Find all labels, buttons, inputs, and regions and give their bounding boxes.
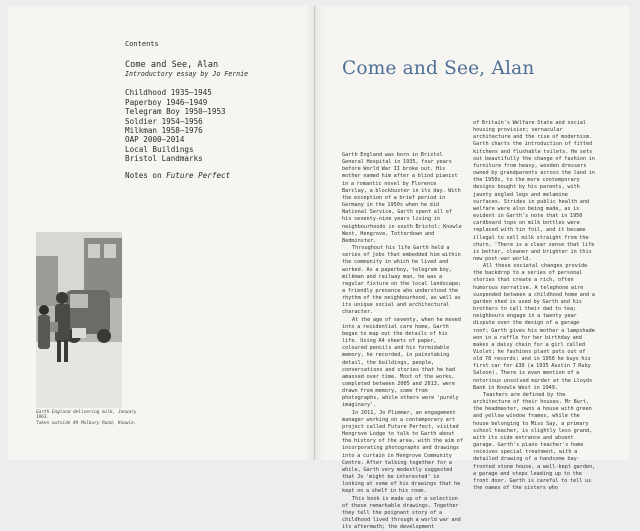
contents-item-years: 1935–1945	[171, 88, 212, 97]
essay-paragraph: This book is made up of a selection of these remarkable drawings. Together they tell the poignant story of a childhood lived through a world war and its aftermath; the development	[342, 496, 463, 531]
contents-item-label: Paperboy	[125, 98, 162, 107]
contents-item-label: Soldier	[125, 117, 157, 126]
contents-item	[125, 135, 295, 144]
table-of-contents	[125, 40, 295, 180]
essay-paragraph: Throughout his life Garth held a series of jobs that embedded him within the community in which he lived and worked. As a paperboy, telegram boy, milkman and railway man, he was a regular fixture on the local landscape; a friendly presence who understood the rhythm of the neighbourhood, as well as its unique social and architectural character.	[342, 245, 463, 317]
essay-paragraph: In 2011, Jo Plimmer, an engagement manager working on a contemporary art project called Future Perfect, visited Hengrove Lodge to talk to Garth about the history of the area, with the aim of incorporating photographs and drawings into a curtain in Hengrove Community Centre. After talking together for a while, Garth very modestly suggested that Jo 'might be interested' in looking at some of his drawings that he kept on a shelf in his room.	[342, 410, 463, 496]
contents-item-years: 1950–1953	[184, 107, 225, 116]
contents-item-label: Local Buildings	[125, 145, 194, 154]
essay-paragraph: Teachers are defined by the architecture of their houses. Mr Burt, the headmaster, owns a house with green and yellow window frames, while the house belonging to Miss Say, a primary school teacher, is slightly less grand, with its side entrance and absent garage. Garth's piano teacher's home receives special treatment, with a detailed drawing of a handsome bay-fronted stone house, a well-kept garden, a garage and steps leading up to the front door. Garth is careful to tell us the names of the sisters who	[473, 392, 597, 492]
photo-caption	[36, 410, 146, 426]
contents-item	[125, 154, 295, 163]
essay-paragraph: of Britain's Welfare State and social housing provision; vernacular architecture and the rise of modernism. Garth charts the introduction of fitted kitchens and flushable toilets. He sets out beautifully the change of fashion in furniture from heavy, wooden dressers owned by grandparents across the land in the 1950s, to the more contemporary designs bought by his parents, with jaunty angled legs and melamine surfaces. Strides in public health and welfare were also being made, as is evident in Garth's note that in 1950 cardboard tops on milk bottles were replaced with tin foil, and it became illegal to sell milk straight from the churn. 'There is a clear sense that life is better, cleaner and brighter in this new post-war world.	[473, 120, 597, 263]
contents-item	[125, 117, 295, 126]
contents-item-label: OAP	[125, 135, 139, 144]
essay-paragraph: At the age of seventy, when he moved into a residential care home, Garth began to map out the details of his life. Using A4 sheets of paper, coloured pencils and his formidable memory, he recorded, in painstaking detail, the buildings, people, conversations and stories that he had amassed over time. Most of the works, completed between 2005 and 2013, were drawn from memory, some from photographs, while others were 'purely imaginary'.	[342, 317, 463, 410]
milkman-photo	[36, 232, 122, 408]
contents-item-years: 1946–1949	[166, 98, 207, 107]
contents-item	[125, 88, 295, 97]
caption-line-2: Taken outside 49 Mulbury Road, Knowle.	[36, 421, 146, 426]
intro-prefix: Introductory essay by	[125, 70, 208, 78]
contents-item	[125, 126, 295, 135]
contents-item-label: Childhood	[125, 88, 166, 97]
essay-paragraph: Garth England was born in Bristol General Hospital in 1935, four years before World War II broke out. His mother named him after a blind pianist in a romantic novel by Florence Barclay, a blockbuster in its day. With the exception of a brief period in Germany in the 1950s when he did National Service, Garth spent all of his seventy-nine years living in neighbourhoods in south Bristol: Knowle West, Hengrove, Totterdown and Bedminster.	[342, 152, 463, 245]
contents-intro	[125, 70, 295, 79]
essay-title: Come and See, Alan	[342, 58, 534, 79]
contents-heading: Come and See, Alan	[125, 60, 295, 70]
contents-notes	[125, 171, 295, 180]
contents-item-years: 1958–1976	[162, 126, 203, 135]
contents-item-label: Bristol Landmarks	[125, 154, 203, 163]
contents-item-years: 1954–1956	[162, 117, 203, 126]
essay-paragraph: All these societal changes provide the backdrop to a series of personal stories that create a rich, often humorous narrative. A telephone wire suspended between a childhood home and a garden shed is used by Garth and his brothers to call their dad to tea; neighbours engage in a twenty year dispute over the design of a garage roof; Garth gives his mother a lampshade won in a raffle for her birthday and makes a daisy chain for a girl called Violet; he fashions plant pots out of old 78 records; and in 1956 he buys his first car for £30 (a 1935 Austin 7 Ruby Saloon). There is even mention of a notorious unsolved murder at the Lloyds Bank in Knowle West in 1949.	[473, 263, 597, 392]
notes-prefix: Notes on	[125, 171, 162, 180]
contents-item-label: Milkman	[125, 126, 157, 135]
contents-list	[125, 88, 295, 163]
notes-title: Future Perfect	[166, 171, 230, 180]
contents-title: Contents	[125, 40, 295, 49]
essay-column-1	[342, 152, 463, 456]
intro-author: Jo Fernie	[212, 70, 248, 78]
contents-item	[125, 107, 295, 116]
essay-column-2	[473, 120, 597, 456]
caption-line-1: Garth England delivering milk, January 1963.	[36, 410, 146, 421]
contents-item-years: 2000–2014	[143, 135, 184, 144]
contents-item	[125, 145, 295, 154]
contents-item	[125, 98, 295, 107]
contents-item-label: Telegram Boy	[125, 107, 180, 116]
